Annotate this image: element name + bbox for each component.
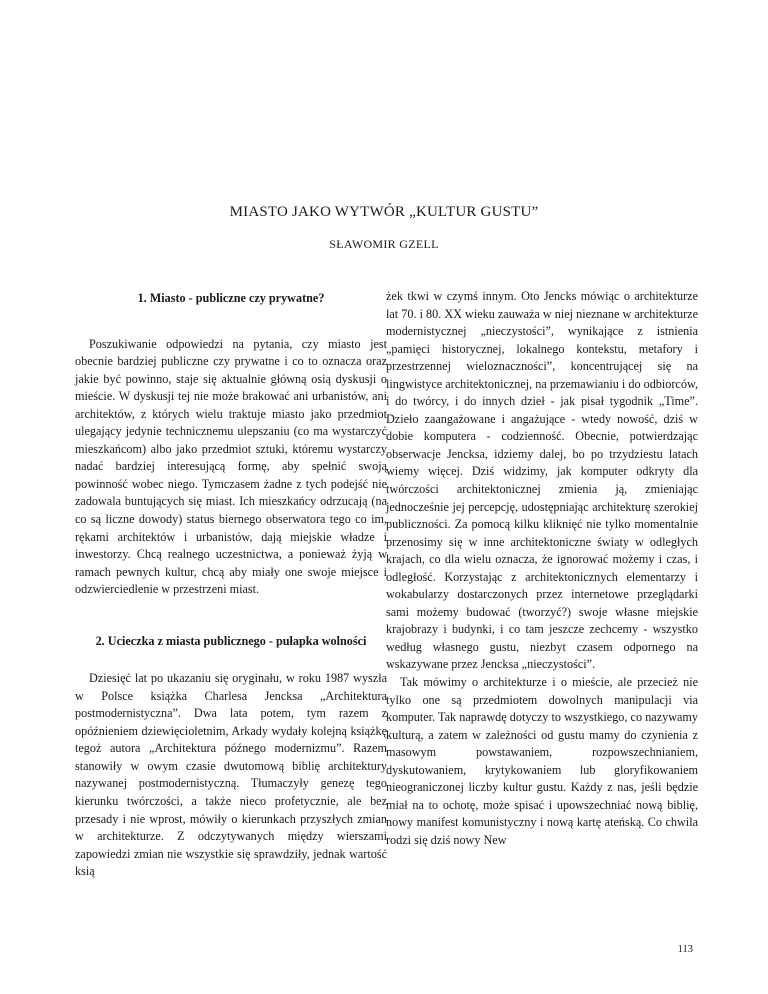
- right-column: [386, 288, 698, 850]
- section-2-paragraph-1-part-b: żek tkwi w czymś innym. Oto Jencks mówiąc o architekturze lat 70. i 80. XX wieku zauważa w niej nieznane w architekturze modernistycznej „nieczystości”, wynikające z istnienia „pamięci historycznej, lokalnego kontekstu, metafory i przestrzennej wieloznaczności”, koncentrującej się na lingwistyce architektonicznej, na przemawianiu i do odbiorców, i do twórcy, i do innych dzieł - jak pisał tygodnik „Time”. Dzieło zaangażowane i angażujące - wtedy nowość, dziś w dobie komputera - codzienność. Obecnie, potwierdzając obserwacje Jencksa, idziemy dalej, bo po trzydziestu latach wiemy więcej. Dziś widzimy, jak komputer odkryty dla twórczości architektonicznej zmienia ją, zmieniając jednocześnie jej percepcję, udostępniając architekturę szerokiej publiczności. Za pomocą kilku kliknięć nie tylko momentalnie przenosimy się w inne architektoniczne światy w odległych krajach, co dla wielu oznacza, że ignorować możemy i czas, i odległość. Korzystając z architektonicznych elementarzy i wokabularzy dostarczonych przez internetowe przeglądarki sami możemy budować (tworzyć?) swoje własne miejskie krajobrazy i budynki, i co tam jeszcze zechcemy - wszystko według własnego gustu, niezbyt czasem odpornego na wskazywane przez Jencksa „nieczystości”.: [386, 289, 698, 672]
- article-title: MIASTO JAKO WYTWÓR „KULTUR GUSTU”: [229, 204, 539, 220]
- section-2-paragraph-2: Tak mówimy o architekturze i o mieście, ale przecież nie tylko one są przedmiotem dowolnych manipulacji via komputer. Tak naprawdę dotyczy to wszystkiego, co nazywamy kulturą, a zatem w zależności od gustu mamy do czynienia z masowym powstawaniem, rozpowszechnianiem, dyskutowaniem, krytykowaniem lub gloryfikowaniem nieograniczonej liczby kultur gustu. Każdy z nas, jeśli będzie miał na to ochotę, może spisać i upowszechniać nową biblię, nowy manifest komunistyczny i nową kartę ateńską. Co chwila rodzi się dziś nowy New: [386, 675, 698, 847]
- section-heading-2: 2. Ucieczka z miasta publicznego - pułapka wolności: [95, 633, 367, 648]
- page-number: 113: [677, 944, 693, 955]
- left-column: [75, 288, 387, 881]
- section-2-paragraph-1-part-a: Dziesięć lat po ukazaniu się oryginału, w roku 1987 wyszła w Polsce książka Charlesa Jencksa „Architektura postmodernistyczna”. Dwa lata potem, tym razem z opóźnieniem dziewięcioletnim, Arkady wydały kolejną książkę tegoż autora „Architektura późnego modernizmu”. Razem stanowiły w owym czasie dwutomową biblię architektury nazywanej postmodernistyczną. Tłumaczyły genezę tego kierunku twórczości, a także nieco profetycznie, ale bez przesady i nie wprost, mówiły o kierunkach przyszłych zmian w architekturze. Z odczytywanych między wierszami zapowiedzi zmian nie wszystkie się sprawdziły, jednak wartość ksią: [75, 671, 387, 879]
- section-heading-1: 1. Miasto - publiczne czy prywatne?: [137, 291, 325, 305]
- section-1-paragraph: Poszukiwanie odpowiedzi na pytania, czy miasto jest obecnie bardziej publiczne czy prywatne i co to oznacza oraz jakie być powinno, staje się aktualnie główną osią dyskusji o mieście. W dyskusji tej nie może brakować ani urbanistów, ani architektów, z których wielu traktuje miasto jako przedmiot ulegający jedynie technicznemu ulepszaniu (co ma wystarczyć mieszkańcom) albo jako przedmiot sztuki, któremu wystarczy nadać bardziej interesującą formę, aby spełnić swoją powinność wobec niego. Tymczasem żadne z tych podejść nie zadowala buntujących się miast. Ich mieszkańcy odrzucają (na co są liczne dowody) status biernego obserwatora tego co im, rękami architektów i urbanistów, dają miejskie władze i inwestorzy. Chcą realnego uczestnictwa, a ponieważ żyją w ramach pewnych kultur, chcą aby miały one swoje miejsce i odzwierciedlenie w przestrzeni miast.: [75, 336, 387, 597]
- article-author: SŁAWOMIR GZELL: [329, 237, 439, 251]
